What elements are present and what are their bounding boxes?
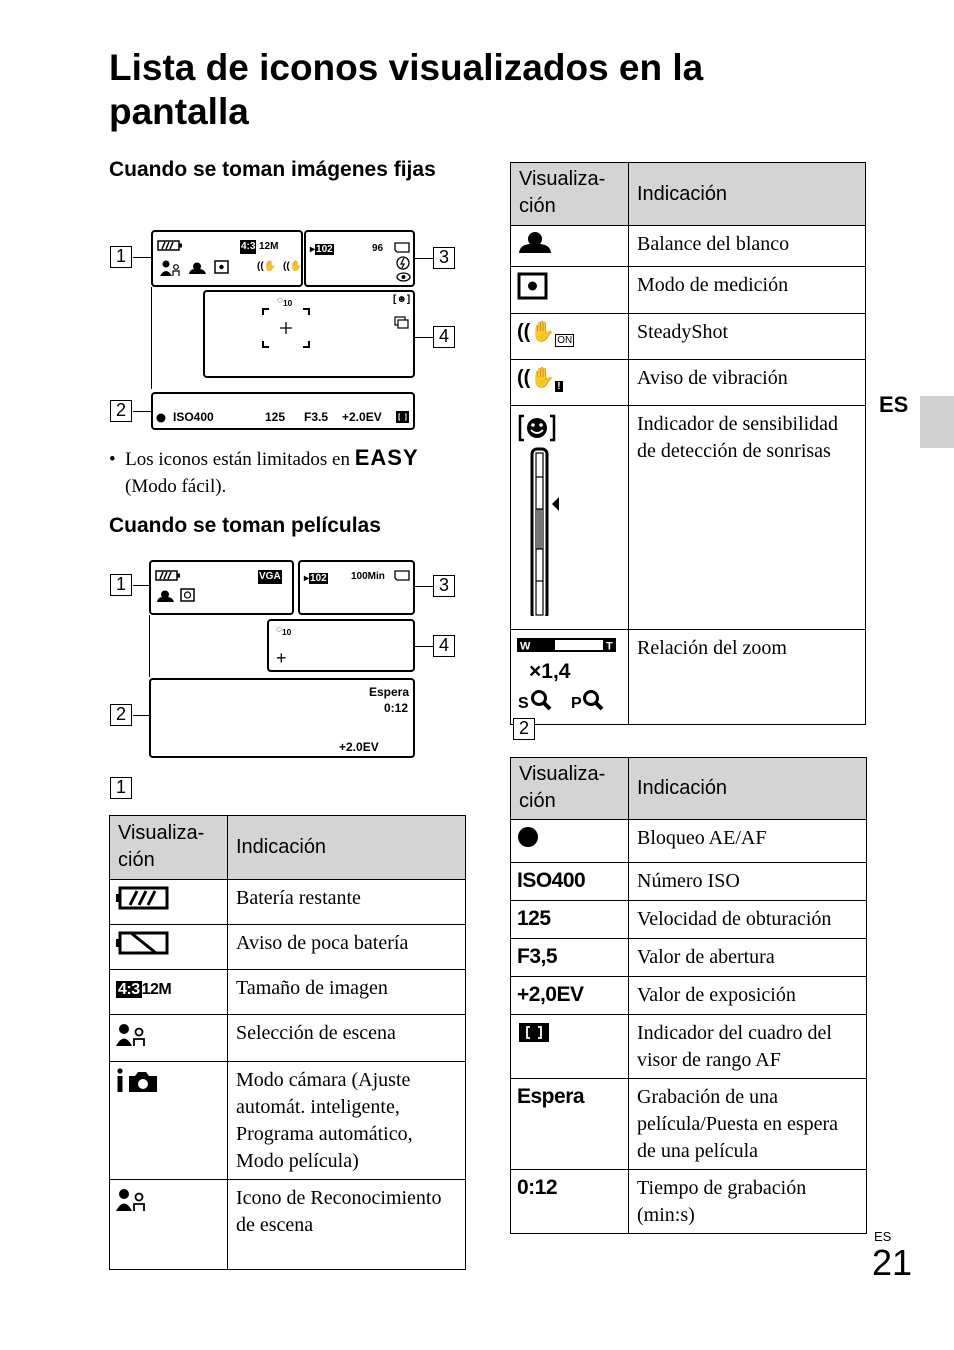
still-label-1: 1	[110, 246, 132, 268]
language-tab-marker	[920, 396, 954, 448]
still-images-heading: Cuando se toman imágenes fijas	[109, 158, 436, 181]
shutter-display: 125	[517, 907, 551, 930]
lcd-remaining: 100Min	[351, 571, 385, 582]
metering-mode-icon	[180, 588, 195, 602]
exposure-display: +2,0EV	[517, 983, 584, 1006]
language-tab-label: ES	[879, 392, 909, 417]
movie-label-3: 3	[433, 575, 455, 597]
row-text: Tamaño de imagen	[228, 970, 466, 1015]
row-text: Bloqueo AE/AF	[629, 820, 867, 863]
table-row	[511, 360, 866, 406]
af-range-finder-icon	[396, 411, 409, 423]
row-text: Batería restante	[228, 880, 466, 925]
iso-display: ISO400	[517, 869, 586, 892]
section-1-table	[109, 815, 466, 1270]
smile-icon: [☻]	[393, 294, 411, 305]
battery-full-icon	[157, 240, 183, 252]
table-row	[110, 880, 466, 925]
row-text: Modo de medición	[629, 267, 866, 314]
row-text: Grabación de una película/Puesta en espera de una película	[629, 1079, 867, 1170]
row-text: Icono de Reconocimiento de escena	[228, 1180, 466, 1270]
table-row	[511, 1015, 867, 1079]
vibration-warning-icon: ((✋	[283, 261, 303, 272]
af-range-finder-icon	[517, 1020, 551, 1044]
movie-area-4	[267, 619, 415, 672]
image-size-icon: 4:3 12M	[110, 970, 228, 1015]
row-text: Aviso de poca batería	[228, 925, 466, 970]
table-row	[511, 314, 866, 360]
metering-mode-icon	[214, 260, 229, 274]
table-header	[511, 163, 866, 226]
movie-area-1	[149, 560, 294, 615]
zoom-ratio-icon	[511, 630, 629, 725]
lcd-shots: 96	[372, 243, 384, 254]
still-label-3: 3	[433, 247, 455, 269]
camera-mode-icon	[116, 1067, 162, 1095]
row-text: Aviso de vibración	[629, 360, 866, 406]
self-timer-icon: $◌_{10}$	[277, 295, 293, 308]
page-title: Lista de iconos visualizados en la pantalla	[109, 47, 704, 132]
vibration-warning-icon: ((✋ $_!$	[511, 360, 629, 406]
lcd-shutter: 125	[265, 410, 286, 424]
white-balance-icon	[189, 262, 207, 274]
battery-full-icon	[116, 885, 172, 911]
movie-area-3	[298, 560, 415, 615]
section-1-label: 1	[110, 777, 132, 799]
row-text: Selección de escena	[228, 1015, 466, 1062]
zoom-p-label: P	[571, 695, 582, 711]
lcd-aperture: F3.5	[304, 410, 329, 424]
standby-display: Espera	[517, 1085, 585, 1108]
table-row	[511, 226, 866, 267]
row-text: Valor de exposición	[629, 977, 867, 1015]
white-balance-icon	[157, 590, 175, 602]
battery-low-icon	[116, 930, 172, 956]
steadyshot-icon: ((✋ $_{ON}$	[511, 314, 629, 360]
zoom-s-label: S	[518, 695, 529, 711]
easy-mode-icon: EASY	[354, 445, 419, 470]
page-number: 21	[872, 1242, 913, 1283]
row-text: Valor de abertura	[629, 939, 867, 977]
table-row	[110, 1015, 466, 1062]
still-label-4: 4	[433, 326, 455, 348]
footer-language: ES	[874, 1229, 892, 1244]
lcd-ev: +2.0EV	[339, 740, 379, 754]
movie-label-1: 1	[110, 574, 132, 596]
section-1-continued-table	[510, 162, 866, 725]
memory-card-icon	[394, 242, 410, 253]
lcd-ev: +2.0EV	[342, 410, 382, 424]
row-text: Velocidad de obturación	[629, 901, 867, 939]
table-row	[511, 977, 867, 1015]
lcd-folder: ▸102	[304, 573, 327, 584]
lcd-standby: Espera	[369, 685, 410, 699]
aperture-display: F3,5	[517, 945, 558, 968]
table-row	[511, 1170, 867, 1234]
row-text: Número ISO	[629, 863, 867, 901]
self-timer-icon: $◌_{10}$	[276, 624, 292, 637]
row-text: Relación del zoom	[629, 630, 866, 725]
still-area-3	[304, 230, 415, 287]
still-label-2: 2	[110, 400, 132, 422]
still-area-4	[203, 290, 415, 378]
table-header	[110, 816, 466, 880]
header-display: Visualiza- ción	[110, 816, 228, 880]
still-area-2	[151, 392, 415, 430]
table-row	[511, 406, 866, 630]
table-row	[110, 1062, 466, 1180]
table-row	[511, 901, 867, 939]
scene-selection-icon	[116, 1020, 148, 1048]
header-indication: Indicación	[629, 758, 867, 820]
header-indication: Indicación	[629, 163, 866, 226]
burst-icon	[394, 316, 410, 329]
row-text: SteadyShot	[629, 314, 866, 360]
metering-mode-icon	[517, 272, 549, 300]
movies-heading: Cuando se toman películas	[109, 514, 381, 537]
section-2-table	[510, 757, 867, 1234]
table-header	[511, 758, 867, 820]
table-row	[511, 1079, 867, 1170]
movie-area-2	[149, 678, 415, 758]
table-row	[511, 863, 867, 901]
lcd-size: 12M	[259, 241, 279, 252]
table-row	[110, 1180, 466, 1270]
table-row	[110, 925, 466, 970]
red-eye-icon	[396, 272, 411, 282]
lcd-movie-mode: VGA	[259, 571, 281, 582]
white-balance-icon	[517, 231, 553, 253]
header-display: Visualiza- ción	[511, 758, 629, 820]
lcd-ratio: 4:3	[241, 241, 256, 252]
row-text: Indicador del cuadro del visor de rango AF	[629, 1015, 867, 1079]
easy-mode-note: • Los iconos están limitados en EASY (Modo fácil).	[109, 445, 419, 497]
scene-recognition-icon	[159, 259, 181, 277]
table-row	[511, 267, 866, 314]
memory-card-icon	[394, 570, 410, 581]
af-frame-icon	[262, 308, 310, 348]
lcd-iso: ISO400	[173, 410, 214, 424]
still-area-1	[151, 230, 303, 287]
lcd-time: 0:12	[384, 701, 409, 715]
row-text: Tiempo de grabación (min:s)	[629, 1170, 867, 1234]
steadyshot-icon: ((✋	[257, 261, 277, 272]
recording-time-display: 0:12	[517, 1176, 558, 1199]
table-row	[511, 820, 867, 863]
header-indication: Indicación	[228, 816, 466, 880]
row-text: Indicador de sensibilidad de detección de sonrisas	[629, 406, 866, 630]
center-cross-icon: +	[276, 648, 287, 668]
battery-full-icon	[155, 570, 181, 582]
scene-recognition-icon	[116, 1185, 148, 1213]
ae-af-lock-icon	[517, 825, 541, 849]
ae-af-lock-icon	[156, 413, 166, 423]
section-2-label: 2	[513, 718, 535, 740]
lcd-folder: ▸102	[310, 244, 333, 255]
table-row	[511, 630, 866, 725]
zoom-w-label: W	[520, 640, 531, 653]
row-text: Modo cámara (Ajuste automát. inteligente, Programa automático, Modo película)	[228, 1062, 466, 1180]
header-display: Visualiza- ción	[511, 163, 629, 226]
table-row	[511, 939, 867, 977]
table-row	[110, 970, 466, 1015]
flash-icon	[396, 256, 410, 270]
row-text: Balance del blanco	[629, 226, 866, 267]
zoom-value: ×1,4	[529, 660, 571, 683]
smile-detection-icon	[517, 411, 567, 616]
movie-label-4: 4	[433, 635, 455, 657]
movie-label-2: 2	[110, 704, 132, 726]
zoom-t-label: T	[606, 640, 613, 653]
